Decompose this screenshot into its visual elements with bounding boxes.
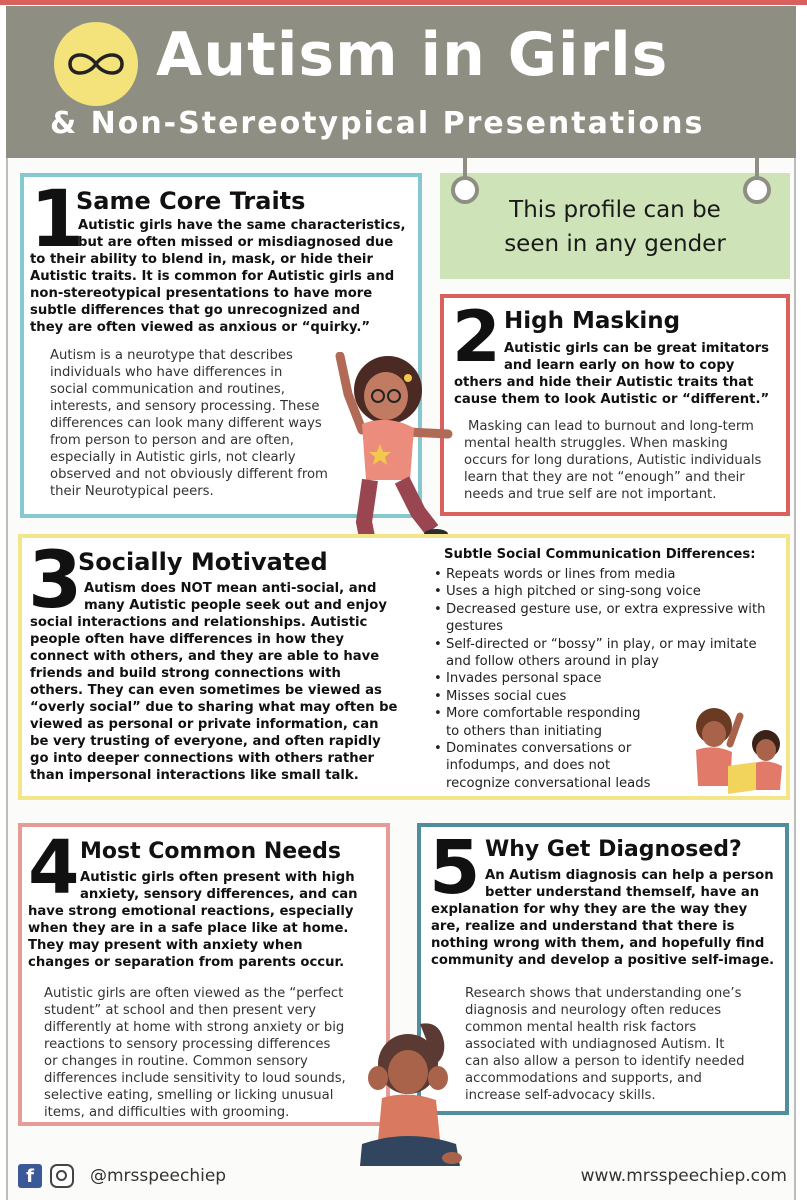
section-body-line: accommodations and supports, and — [465, 1071, 702, 1086]
section-bold-line: Autistic girls often present with high — [80, 870, 355, 885]
section-body-line: their Neurotypical peers. — [50, 484, 214, 499]
section-body-line: individuals who have differences in — [50, 365, 283, 380]
logo-circle — [54, 22, 138, 106]
section-bold-line: people often have differences in how they — [30, 632, 344, 647]
infinity-icon — [64, 48, 128, 80]
section-bold-line: others and hide their Autistic traits that — [454, 375, 754, 390]
list-item: • Decreased gesture use, or extra expressive with gestures — [434, 601, 784, 636]
section-title: Socially Motivated — [78, 548, 328, 576]
girl-covering-ears-illustration — [356, 1020, 468, 1172]
section-body-line: Research shows that understanding one’s — [465, 986, 742, 1001]
top-accent-line — [0, 0, 807, 5]
section-5-box — [417, 823, 789, 1115]
section-body-line: learn that they are not “enough” and their — [464, 470, 745, 485]
section-bold-line: subtle differences that go unrecognized and — [30, 303, 361, 318]
section-bold-line: than impersonal interactions like small talk. — [30, 768, 359, 783]
gender-callout — [440, 173, 790, 279]
section-bold-line: They may present with anxiety when — [28, 938, 303, 953]
section-body-line: or changes in routine. Common sensory — [44, 1054, 308, 1069]
page-title: Autism in Girls — [156, 20, 669, 90]
section-title: Why Get Diagnosed? — [485, 837, 742, 862]
section-body-line: can also allow a person to identify needed — [465, 1054, 745, 1069]
section-body-line: differences include sensitivity to loud sounds, — [44, 1071, 346, 1086]
section-bold-line: social interactions and relationships. Autistic — [30, 615, 368, 630]
section-bold-line: connect with others, and they are able to have — [30, 649, 380, 664]
section-body-line: student” at school and then present very — [44, 1003, 317, 1018]
section-bold-line: Autistic traits. It is common for Autistic girls and — [30, 269, 395, 284]
section-bold-line: better understand themself, have an — [485, 885, 760, 900]
section-bold-line: nothing wrong with them, and hopefully find — [431, 936, 765, 951]
section-bold-line: community and develop a positive self-image. — [431, 953, 775, 968]
section-bold-line: they are often viewed as anxious or “quirky.” — [30, 320, 371, 335]
section-body-line: especially in Autistic girls, not clearly — [50, 450, 296, 465]
section-bold-line: “overly social” due to sharing what may often be — [30, 700, 398, 715]
section-number: 1 — [30, 175, 85, 265]
section-body-line: associated with undiagnosed Autism. It — [465, 1037, 725, 1052]
section-body-line: common mental health risk factors — [465, 1020, 697, 1035]
section-body-line: increase self-advocacy skills. — [465, 1088, 656, 1103]
section-body-line: Autism is a neurotype that describes — [50, 348, 293, 363]
section-bold-line: anxiety, sensory differences, and can — [80, 887, 358, 902]
header-band — [6, 6, 796, 158]
hanger-string — [755, 158, 759, 178]
section-body-line: items, and difficulties with grooming. — [44, 1105, 290, 1120]
section-number: 5 — [429, 825, 481, 911]
section-bold-line: friends and build strong connections with — [30, 666, 341, 681]
section-body-line: Autistic girls are often viewed as the “perfect — [44, 986, 344, 1001]
section-bold-line: to their ability to blend in, mask, or hide their — [30, 252, 373, 267]
section-body-line: differences can look many different ways — [50, 416, 322, 431]
section-bold-line: viewed as personal or private information, can — [30, 717, 379, 732]
section-bold-line: cause them to look Autistic or “different.” — [454, 392, 770, 407]
section-bold-line: have strong emotional reactions, especially — [28, 904, 354, 919]
website-link[interactable]: www.mrsspeechiep.com — [580, 1166, 787, 1186]
section-bold-line: and learn early on how to copy — [504, 358, 735, 373]
section-2-box — [440, 294, 790, 516]
list-item: • Uses a high pitched or sing-song voice — [434, 583, 784, 600]
section-bold-line: be very trusting of everyone, and often rapidly — [30, 734, 381, 749]
section-title: High Masking — [504, 308, 681, 334]
list-item: • Misses social cues — [434, 688, 784, 705]
page-subtitle: & Non-Stereotypical Presentations — [50, 106, 705, 141]
section-body-line: selective eating, smelling or licking unusual — [44, 1088, 334, 1103]
section-bold-line: are, realize and understand that there is — [431, 919, 735, 934]
hanger-ring-icon — [451, 176, 479, 204]
section-body-line: interests, and sensory processing. These — [50, 399, 320, 414]
section-bold-line: when they are in a safe place like at home. — [28, 921, 349, 936]
section-number: 2 — [452, 296, 501, 378]
social-handle[interactable]: @mrsspeechiep — [90, 1166, 227, 1186]
section-bold-line: but are often missed or misdiagnosed due — [78, 235, 394, 250]
instagram-icon[interactable] — [50, 1164, 74, 1188]
section-body-line: needs and true self are not important. — [464, 487, 717, 502]
girl-pointing-illustration — [318, 352, 466, 552]
section-bold-line: changes or separation from parents occur. — [28, 955, 345, 970]
callout-line: This profile can be — [509, 197, 721, 223]
section-4-box — [18, 823, 390, 1126]
kids-reading-illustration — [684, 704, 788, 796]
section-body-line: observed and not obviously different from — [50, 467, 328, 482]
list-item: • Repeats words or lines from media — [434, 566, 784, 583]
section-body-line: mental health struggles. When masking — [464, 436, 728, 451]
section-bold-line: go into deeper connections with others rather — [30, 751, 375, 766]
section-3-box — [18, 534, 790, 800]
hanger-ring-icon — [743, 176, 771, 204]
list-item: • Invades personal space — [434, 670, 784, 687]
list-item: • Self-directed or “bossy” in play, or may imitate and follow others around in play — [434, 636, 784, 671]
section-body-line: social communication and routines, — [50, 382, 285, 397]
section-bold-line: explanation for why they are the way they — [431, 902, 748, 917]
section-bold-line: non-stereotypical presentations to have more — [30, 286, 373, 301]
section-title: Most Common Needs — [80, 839, 341, 864]
callout-line: seen in any gender — [504, 231, 726, 257]
section-title: Same Core Traits — [76, 187, 306, 215]
list-item: • More comfortable responding to others than initiating — [434, 705, 784, 740]
section-bold-line: Autistic girls have the same characteristics, — [78, 218, 406, 233]
section-body-line: reactions to sensory processing differences — [44, 1037, 331, 1052]
section-bold-line: An Autism diagnosis can help a person — [485, 868, 774, 883]
section-bold-line: Autistic girls can be great imitators — [504, 341, 769, 356]
list-item: • Dominates conversations or infodumps, and does not recognize conversational leads — [434, 740, 784, 792]
section-bold-line: many Autistic people seek out and enjoy — [84, 598, 387, 613]
section-body-line: Masking can lead to burnout and long-term — [468, 419, 754, 434]
section-body-line: differently at home with strong anxiety or big — [44, 1020, 345, 1035]
section-bold-line: Autism does NOT mean anti-social, and — [84, 581, 377, 596]
section-number: 3 — [28, 536, 83, 626]
section-body-line: diagnosis and neurology often reduces — [465, 1003, 722, 1018]
section-body-line: occurs for long durations, Autistic individuals — [464, 453, 762, 468]
list-title: Subtle Social Communication Differences: — [444, 547, 756, 562]
section-body-line: from person to person and are often, — [50, 433, 294, 448]
facebook-icon[interactable]: f — [18, 1164, 42, 1188]
section-bold-line: others. They can even sometimes be viewed as — [30, 683, 382, 698]
section-number: 4 — [28, 825, 80, 911]
hanger-string — [463, 158, 467, 178]
